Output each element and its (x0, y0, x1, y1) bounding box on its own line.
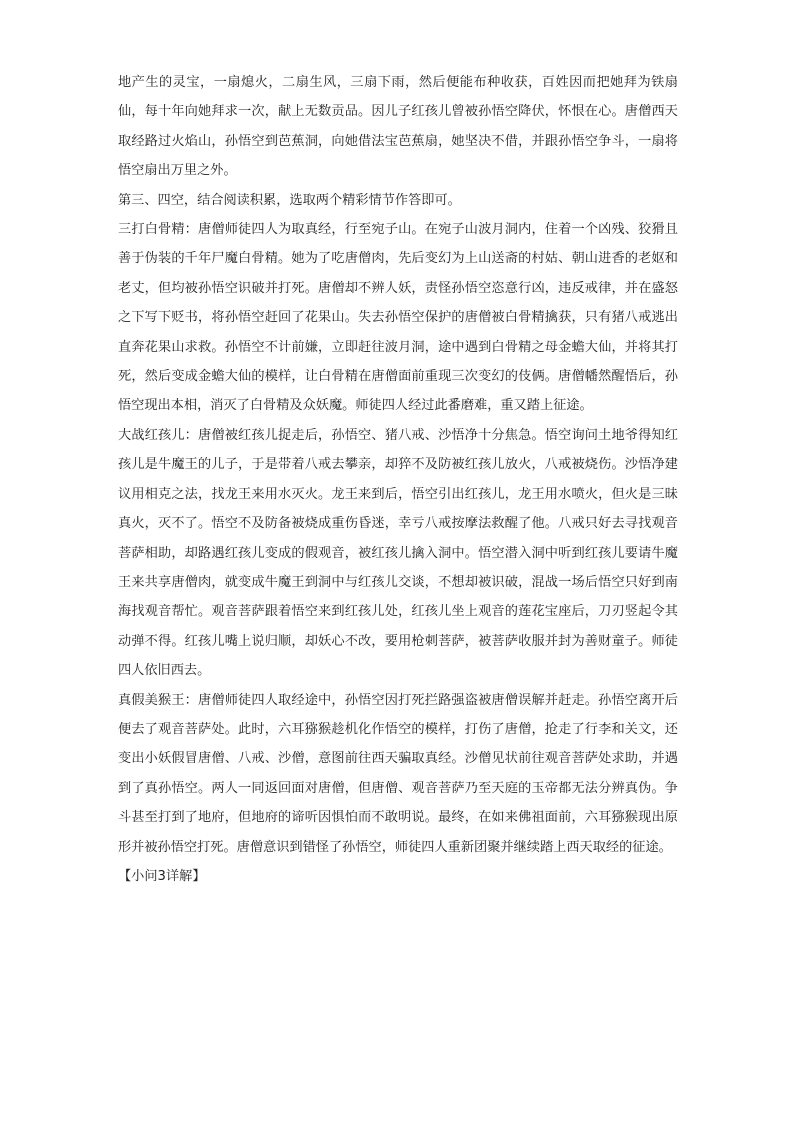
section-heading-question-3: 【小问3详解】 (118, 868, 206, 884)
document-page (118, 68, 678, 891)
paragraph-battle-red-boy: 大战红孩儿：唐僧被红孩儿捉走后，孙悟空、猪八戒、沙悟净十分焦急。悟空询问土地爷得知红孩儿是牛魔王的儿子，于是带着八戒去攀亲，却猝不及防被红孩儿放火，八戒被烧伤。沙悟净建议用相克之法，找龙王来用水灭火。龙王来到后，悟空引出红孩儿，龙王用水喷火，但火是三昧真火，灭不了。悟空不及防备被烧成重伤昏迷，幸亏八戒按摩法救醒了他。八戒只好去寻找观音菩萨相助，却路遇红孩儿变成的假观音，被红孩儿擒入洞中。悟空潜入洞中听到红孩儿要请牛魔王来共享唐僧肉，就变成牛魔王到洞中与红孩儿交谈，不想却被识破，混战一场后悟空只好到南海找观音帮忙。观音菩萨跟着悟空来到红孩儿处，红孩儿坐上观音的莲花宝座后，刀刃竖起令其动弹不得。红孩儿嘴上说归顺，却妖心不改，要用枪刺菩萨，被菩萨收服并封为善财童子。师徒四人依旧西去。 (118, 427, 678, 679)
paragraph-iron-fan-princess: 地产生的灵宝，一扇熄火，二扇生风，三扇下雨，然后便能布种收获，百姓因而把她拜为铁扇仙，每十年向她拜求一次，献上无数贡品。因儿子红孩儿曾被孙悟空降伏，怀恨在心。唐僧西天取经路过火焰山，孙悟空到芭蕉洞，向她借法宝芭蕉扇，她坚决不借，并跟孙悟空争斗，一扇将悟空扇出万里之外。 (118, 75, 678, 179)
paragraph-answer-note: 第三、四空，结合阅读积累，选取两个精彩情节作答即可。 (118, 192, 461, 208)
paragraph-true-false-monkey-king: 真假美猴王：唐僧师徒四人取经途中，孙悟空因打死拦路强盗被唐僧误解并赶走。孙悟空离开后便去了观音菩萨处。此时，六耳猕猴趁机化作悟空的模样，打伤了唐僧，抢走了行李和关文，还变出小妖假冒唐僧、八戒、沙僧，意图前往西天骗取真经。沙僧见状前往观音菩萨处求助，并遇到了真孙悟空。两人一同返回面对唐僧，但唐僧、观音菩萨乃至天庭的玉帝都无法分辨真伪。争斗甚至打到了地府，但地府的谛听因惧怕而不敢明说。最终，在如来佛祖面前，六耳猕猴现出原形并被孙悟空打死。唐僧意识到错怪了孙悟空，师徒四人重新团聚并继续踏上西天取经的征途。 (118, 692, 678, 855)
paragraph-three-fights-white-bone-demon: 三打白骨精：唐僧师徒四人为取真经，行至宛子山。在宛子山波月洞内，住着一个凶残、狡猾且善于伪装的千年尸魔白骨精。她为了吃唐僧肉，先后变幻为上山送斋的村姑、朝山进香的老妪和老丈，但均被孙悟空识破并打死。唐僧却不辨人妖，责怪孙悟空恣意行凶，违反戒律，并在盛怒之下写下贬书，将孙悟空赶回了花果山。失去孙悟空保护的唐僧被白骨精擒获，只有猪八戒逃出直奔花果山求救。孙悟空不计前嫌，立即赶往波月洞，途中遇到白骨精之母金蟾大仙，并将其打死，然后变成金蟾大仙的模样，让白骨精在唐僧面前重现三次变幻的伎俩。唐僧幡然醒悟后，孙悟空现出本相，消灭了白骨精及众妖魔。师徒四人经过此番磨难，重又踏上征途。 (118, 222, 678, 414)
